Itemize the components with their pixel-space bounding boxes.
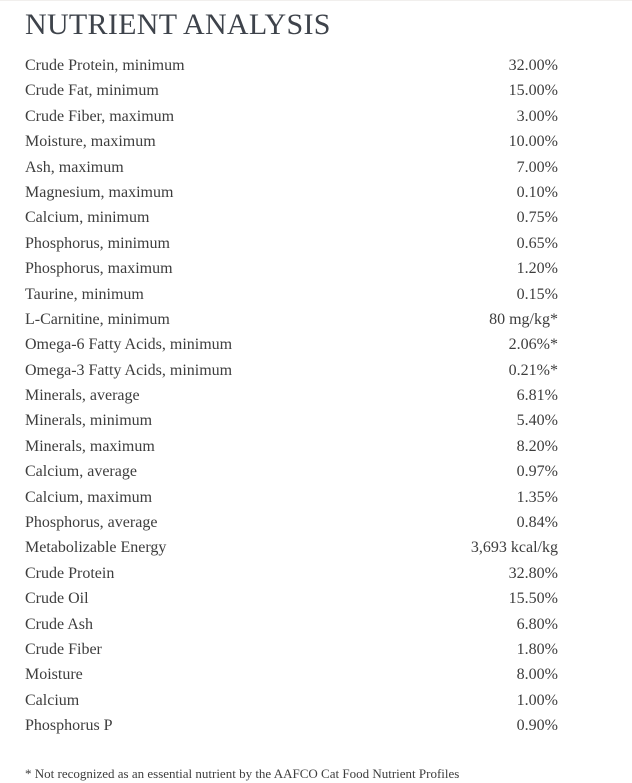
nutrient-row xyxy=(0,408,632,433)
nutrient-label: Crude Fat, minimum xyxy=(25,82,159,100)
nutrient-label: Ash, maximum xyxy=(25,158,124,176)
nutrient-label: Calcium, maximum xyxy=(25,488,153,506)
nutrient-label: Phosphorus, average xyxy=(25,514,158,532)
nutrient-row xyxy=(0,637,632,662)
nutrient-value: 0.75% xyxy=(516,209,558,227)
nutrient-label: Taurine, minimum xyxy=(25,285,144,303)
nutrient-label: Phosphorus, minimum xyxy=(25,234,170,252)
nutrient-value: 0.97% xyxy=(516,463,558,481)
nutrient-row xyxy=(0,307,632,332)
nutrient-row xyxy=(0,561,632,586)
nutrient-value: 8.20% xyxy=(516,437,558,455)
nutrient-value: 0.90% xyxy=(516,717,558,735)
nutrient-row xyxy=(0,713,632,738)
page-title: NUTRIENT ANALYSIS xyxy=(25,8,331,41)
nutrient-label: Crude Fiber xyxy=(25,640,102,658)
nutrient-label: Crude Ash xyxy=(25,615,93,633)
nutrient-row xyxy=(0,282,632,307)
nutrient-label: Moisture, maximum xyxy=(25,133,156,151)
nutrient-label: Moisture xyxy=(25,666,83,684)
nutrient-row xyxy=(0,586,632,611)
nutrient-label: Calcium, average xyxy=(25,463,137,481)
nutrient-label: Omega-6 Fatty Acids, minimum xyxy=(25,336,233,354)
nutrient-label: Crude Protein, minimum xyxy=(25,57,185,74)
nutrient-row xyxy=(0,434,632,459)
nutrient-analysis-page xyxy=(0,7,632,782)
footnote: * Not recognized as an essential nutrient by the AAFCO Cat Food Nutrient Profiles xyxy=(25,765,460,781)
nutrient-row xyxy=(0,104,632,129)
nutrient-value: 10.00% xyxy=(508,133,558,151)
nutrient-value: 32.80% xyxy=(508,564,558,582)
nutrient-table xyxy=(0,53,632,739)
nutrient-row xyxy=(0,662,632,687)
nutrient-value: 3,693 kcal/kg xyxy=(470,539,558,557)
nutrient-row xyxy=(0,205,632,230)
nutrient-row xyxy=(0,53,632,78)
nutrient-row xyxy=(0,510,632,535)
nutrient-label: Minerals, minimum xyxy=(25,412,153,430)
nutrient-row xyxy=(0,485,632,510)
nutrient-row xyxy=(0,612,632,637)
nutrient-label: Phosphorus P xyxy=(25,717,113,735)
nutrient-value: 0.10% xyxy=(516,183,558,201)
nutrient-label: Calcium, minimum xyxy=(25,209,150,227)
nutrient-value: 1.00% xyxy=(516,691,558,709)
nutrient-row xyxy=(0,332,632,357)
nutrient-row xyxy=(0,129,632,154)
nutrient-label: Calcium xyxy=(25,691,80,709)
nutrient-value: 1.20% xyxy=(516,260,558,278)
nutrient-label: L-Carnitine, minimum xyxy=(25,310,170,328)
nutrient-row xyxy=(0,231,632,256)
nutrient-label: Magnesium, maximum xyxy=(25,183,174,201)
nutrient-label: Minerals, maximum xyxy=(25,437,155,455)
nutrient-value: 0.15% xyxy=(516,285,558,303)
nutrient-value: 1.80% xyxy=(516,640,558,658)
nutrient-row xyxy=(0,78,632,103)
nutrient-label: Minerals, average xyxy=(25,387,140,405)
nutrient-row xyxy=(0,535,632,560)
nutrient-label: Omega-3 Fatty Acids, minimum xyxy=(25,361,233,379)
nutrient-label: Metabolizable Energy xyxy=(25,539,167,557)
nutrient-value: 0.65% xyxy=(516,234,558,252)
nutrient-value: 15.00% xyxy=(508,82,558,100)
nutrient-row xyxy=(0,383,632,408)
nutrient-row xyxy=(0,358,632,383)
nutrient-value: 1.35% xyxy=(516,488,558,506)
nutrient-row xyxy=(0,155,632,180)
nutrient-value: 6.80% xyxy=(516,615,558,633)
nutrient-value: 8.00% xyxy=(516,666,558,684)
nutrient-value: 5.40% xyxy=(516,412,558,430)
nutrient-label: Phosphorus, maximum xyxy=(25,260,173,278)
nutrient-value: 15.50% xyxy=(508,590,558,608)
nutrient-value: 0.21%* xyxy=(508,361,558,379)
nutrient-value: 80 mg/kg* xyxy=(489,310,558,328)
nutrient-row xyxy=(0,256,632,281)
nutrient-value: 7.00% xyxy=(516,158,558,176)
nutrient-label: Crude Oil xyxy=(25,590,89,608)
nutrient-value: 32.00% xyxy=(508,57,558,74)
nutrient-value: 6.81% xyxy=(516,387,558,405)
nutrient-row xyxy=(0,180,632,205)
nutrient-value: 3.00% xyxy=(516,107,558,125)
nutrient-value: 0.84% xyxy=(516,514,558,532)
nutrient-value: 2.06%* xyxy=(508,336,558,354)
nutrient-row xyxy=(0,459,632,484)
nutrient-label: Crude Protein xyxy=(25,564,115,582)
nutrient-row xyxy=(0,688,632,713)
nutrient-label: Crude Fiber, maximum xyxy=(25,107,175,125)
